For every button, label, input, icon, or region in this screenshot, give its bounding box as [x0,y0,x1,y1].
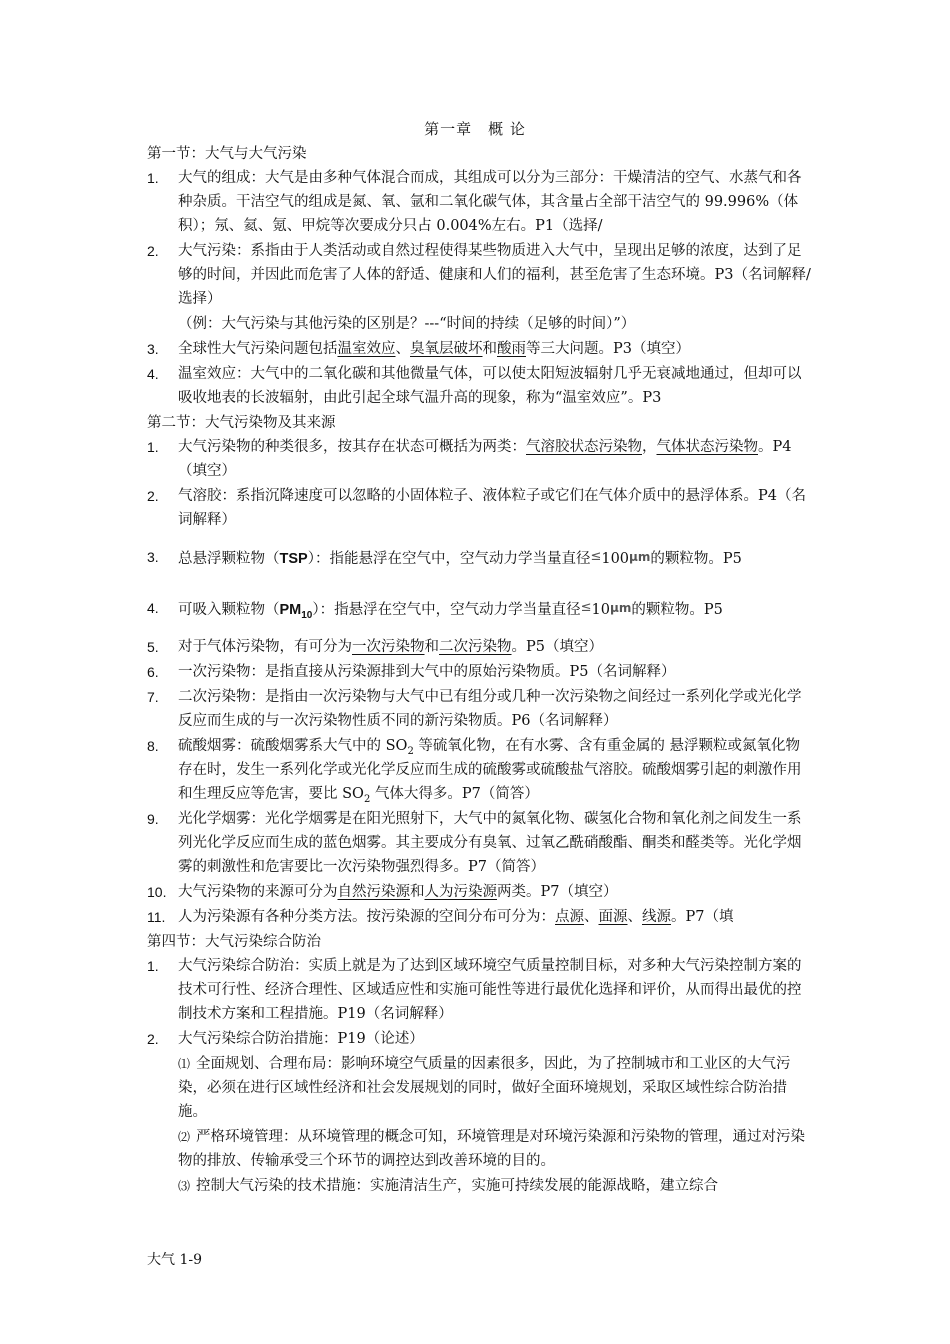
list-item [147,807,812,879]
item-text: 大气污染物的种类很多，按其存在状态可概括为两类：气溶胶状态污染物，气体状态污染物。P4（填空） [178,439,792,479]
item-number: 2. [147,1031,159,1047]
item-number: 1. [147,958,159,974]
section-heading: 第二节：大气污染物及其来源 [147,415,336,431]
list-item [147,533,812,583]
item-text: 硫酸烟雾：硫酸烟雾系大气中的 $SO_2$ 等硫氧化物，在有水雾、含有重金属的 悬浮颗粒或氮氧化物存在时，发生一系列化学或光化学反应而生成的硫酸雾或硫酸盐气溶胶。硫酸烟雾引起的刺激作用和生理反应等危害，要比 $SO_2$ 气体大得多。P7（简答） [178,738,802,805]
sub-item-text: 全面规划、合理布局：影响环境空气质量的因素很多，因此，为了控制城市和工业区的大气污染，必须在进行区域性经济和社会发展规划的同时，做好全面环境规划，采取区域性综合防治措施。 [178,1056,791,1120]
list-item [147,685,812,733]
item-text: 大气污染综合防治措施：P19（论述） [178,1031,424,1047]
less-equal-symbol: ≤ [590,549,602,564]
list-item [147,880,812,904]
item-number: 4. [147,366,159,382]
micrometer-unit: μm [629,550,651,564]
item-text: 人为污染源有各种分类方法。按污染源的空间分布可分为：点源、面源、线源。P7（填 [178,909,734,925]
item-number: 7. [147,689,159,705]
item-text: 大气的组成：大气是由多种气体混合而成，其组成可以分为三部分：干燥清洁的空气、水蒸气和各种杂质。干洁空气的组成是氮、氧、氩和二氧化碳气体，其含量占全部干洁空气的 99.996%（体积）；氖、氦、氪、甲烷等次要成分只占 0.004%左右。P1（选择/ [178,170,802,234]
item-text: 大气污染物的来源可分为自然污染源和人为污染源两类。P7（填空） [178,884,618,900]
list-item [147,239,812,311]
document-body [147,142,812,1199]
page-footer: 大气 1-9 [147,1252,202,1268]
item-number: 6. [147,664,159,680]
underlined-term: 气溶胶状态污染物 [526,439,642,455]
underlined-term: 自然污染源 [337,884,410,900]
underlined-term: 气体状态污染物 [656,439,758,455]
item-text: 二次污染物：是指由一次污染物与大气中已有组分或几种一次污染物之间经过一系列化学或光化学反应而生成的与一次污染物性质不同的新污染物质。P6（名词解释） [178,689,802,729]
item-number: 1. [147,439,159,455]
item-number: 3. [147,549,159,565]
pm-abbreviation: $PM_{10}$ [279,602,313,621]
list-item [147,362,812,410]
item-text: 对于气体污染物，有可分为一次污染物和二次污染物。P5（填空） [178,639,603,655]
item-number: 2. [147,488,159,504]
list-item [147,635,812,659]
list-item [147,954,812,1026]
item-number: 11. [147,909,166,925]
sub-item [147,1125,812,1173]
underlined-term: 面源 [598,909,628,925]
item-text: 大气污染综合防治：实质上就是为了达到区域环境空气质量控制目标，对多种大气污染控制方案的技术可行性、经济合理性、区域适应性和实施可能性等进行最优化选择和评价，从而得出最优的控制技术方案和工程措施。P19（名词解释） [178,958,802,1022]
less-equal-symbol: ≤ [580,600,592,615]
underlined-term: 酸雨 [497,341,526,357]
underlined-term: 点源 [555,909,584,925]
item-number: 8. [147,738,159,754]
list-item [147,905,812,929]
item-text: 大气污染：系指由于人类活动或自然过程使得某些物质进入大气中，呈现出足够的浓度，达到了足够的时间，并因此而危害了人体的舒适、健康和人们的福利，甚至危害了生态环境。P3（名词解释/选择） [178,243,811,307]
list-item [147,1027,812,1051]
item-text: （例：大气污染与其他污染的区别是？---“时间的持续（足够的时间）”） [178,316,636,332]
item-number: 5. [147,639,159,655]
item-text: 温室效应：大气中的二氧化碳和其他微量气体，可以使太阳短波辐射几乎无衰减地通过，但却可以吸收地表的长波辐射，由此引起全球气温升高的现象，称为“温室效应”。P3 [178,366,802,406]
list-item [147,584,812,634]
micrometer-unit: μm [609,601,632,615]
sub-item [147,1174,812,1198]
item-number: 4. [147,600,159,616]
sub-item [147,1052,812,1124]
underlined-term: 温室效应 [337,341,396,357]
item-text: 可吸入颗粒物$(PM_{10})$：指悬浮在空气中，空气动力学当量直径≤10μm的颗粒物。P5 [178,600,723,621]
section-heading: 第一节：大气与大气污染 [147,146,307,162]
sub-item-marker: ⑴ [178,1057,191,1071]
sub-item-text: 控制大气污染的技术措施：实施清洁生产，实施可持续发展的能源战略，建立综合 [196,1178,719,1194]
list-item-example [147,312,812,336]
section-heading: 第四节：大气污染综合防治 [147,934,321,950]
item-number: 10. [147,884,167,900]
sub-item-marker: ⑶ [178,1179,191,1193]
sub-item-marker: ⑵ [178,1130,191,1144]
item-number: 9. [147,811,159,827]
item-text: 光化学烟雾：光化学烟雾是在阳光照射下，大气中的氮氧化物、碳氢化合物和氧化剂之间发生一系列光化学反应而生成的蓝色烟雾。其主要成分有臭氧、过氧乙酰硝酸酯、酮类和醛类等。光化学烟雾的刺激性和危害要比一次污染物强烈得多。P7（简答） [178,811,802,875]
list-item [147,166,812,238]
list-item [147,660,812,684]
list-item [147,484,812,532]
item-text: 气溶胶：系指沉降速度可以忽略的小固体粒子、液体粒子或它们在气体介质中的悬浮体系。P4（名词解释） [178,488,806,528]
item-text: 总悬浮颗粒物（TSP）：指能悬浮在空气中，空气动力学当量直径≤100μm的颗粒物。P5 [178,549,742,567]
underlined-term: 人为污染源 [424,884,497,900]
item-number: 1. [147,170,159,186]
item-text: 全球性大气污染问题包括温室效应、臭氧层破坏和酸雨等三大问题。P3（填空） [178,341,690,357]
item-number: 2. [147,243,159,259]
sub-item-text: 严格环境管理：从环境管理的概念可知，环境管理是对环境污染源和污染物的管理，通过对污染物的排放、传输承受三个环节的调控达到改善环境的目的。 [178,1129,806,1169]
item-text: 一次污染物：是指直接从污染源排到大气中的原始污染物质。P5（名词解释） [178,664,676,680]
underlined-term: 一次污染物 [352,639,425,655]
chapter-title: 第一章 概 论 [424,120,526,138]
list-item [147,435,812,483]
tsp-abbreviation: TSP [279,551,308,567]
underlined-term: 线源 [642,909,671,925]
underlined-term: 二次污染物 [439,639,512,655]
item-number: 3. [147,341,159,357]
underlined-term: 臭氧层破坏 [410,341,483,357]
list-item [147,337,812,361]
list-item [147,734,812,806]
